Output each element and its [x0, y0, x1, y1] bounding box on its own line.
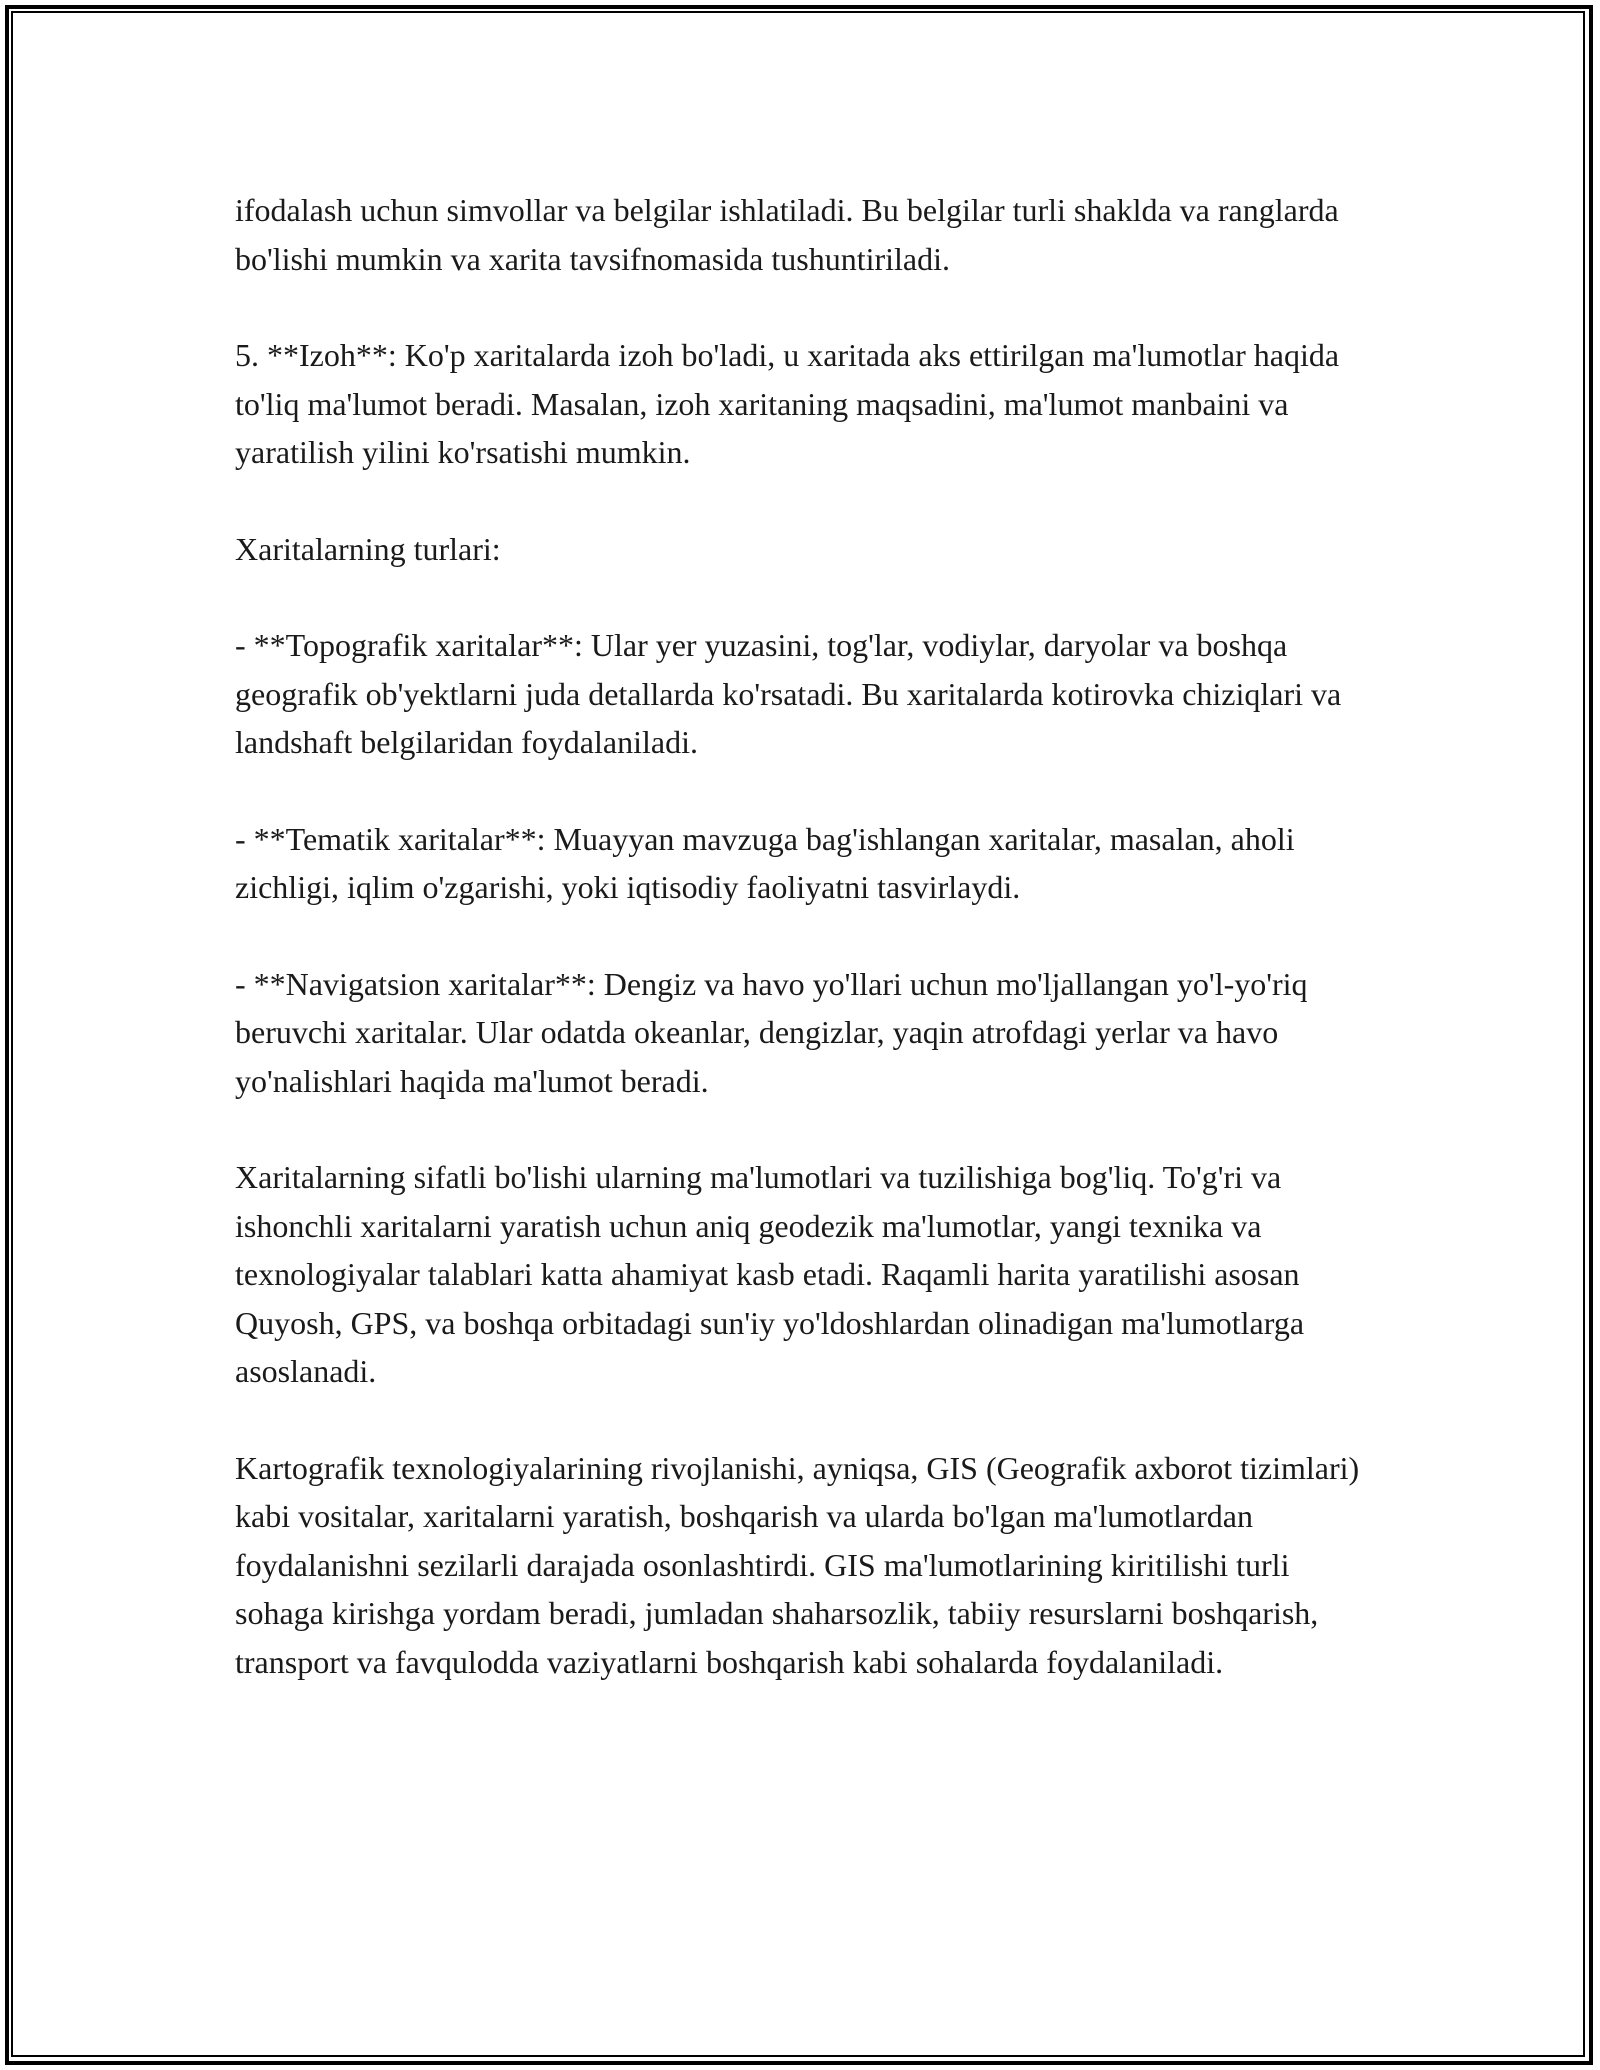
paragraph-izoh: 5. **Izoh**: Ko'p xaritalarda izoh bo'ladi, u xaritada aks ettirilgan ma'lumotlar haqida to'liq ma'lumot beradi. Masalan, izoh xaritaning maqsadini, ma'lumot manbaini va yaratilish yilini ko'rsatishi mumkin. [235, 337, 1340, 470]
paragraph-map-types-heading: Xaritalarning turlari: [235, 530, 501, 567]
paragraph-symbols: ifodalash uchun simvollar va belgilar ishlatiladi. Bu belgilar turli shaklda va ranglarda bo'lishi mumkin va xarita tavsifnomasida tushuntiriladi. [235, 192, 1339, 277]
list-item-topographic: - **Topografik xaritalar**: Ular yer yuzasini, tog'lar, vodiylar, daryolar va boshqa geografik ob'yektlarni juda detallarda ko'rsatadi. Bu xaritalarda kotirovka chiziqlari va landshaft belgilaridan foydalaniladi. [235, 627, 1342, 760]
list-item-thematic: - **Tematik xaritalar**: Muayyan mavzuga bag'ishlangan xaritalar, masalan, aholi zichligi, iqlim o'zgarishi, yoki iqtisodiy faoliyatni tasvirlaydi. [235, 820, 1295, 905]
paragraph-map-quality: Xaritalarning sifatli bo'lishi ularning ma'lumotlari va tuzilishiga bog'liq. To'g'ri va ishonchli xaritalarni yaratish uchun aniq geodezik ma'lumotlar, yangi texnika va texnologiyalar talablari katta ahamiyat kasb etadi. Raqamli harita yaratilishi asosan Quyosh, GPS, va boshqa orbitadagi sun'iy yo'ldoshlardan olinadigan ma'lumotlarga asoslanadi. [235, 1159, 1305, 1389]
document-body [235, 186, 1375, 1734]
list-item-navigational: - **Navigatsion xaritalar**: Dengiz va havo yo'llari uchun mo'ljallangan yo'l-yo'riq beruvchi xaritalar. Ular odatda okeanlar, dengizlar, yaqin atrofdagi yerlar va havo yo'nalishlari haqida ma'lumot beradi. [235, 965, 1308, 1099]
paragraph-gis: Kartografik texnologiyalarining rivojlanishi, ayniqsa, GIS (Geografik axborot tizimlari) kabi vositalar, xaritalarni yaratish, boshqarish va ularda bo'lgan ma'lumotlardan foydalanishni sezilarli darajada osonlashtirdi. GIS ma'lumotlarining kiritilishi turli sohaga kirishga yordam beradi, jumladan shaharsozlik, tabiiy resurslarni boshqarish, transport va favqulodda vaziyatlarni boshqarish kabi sohalarda foydalaniladi. [235, 1449, 1360, 1680]
